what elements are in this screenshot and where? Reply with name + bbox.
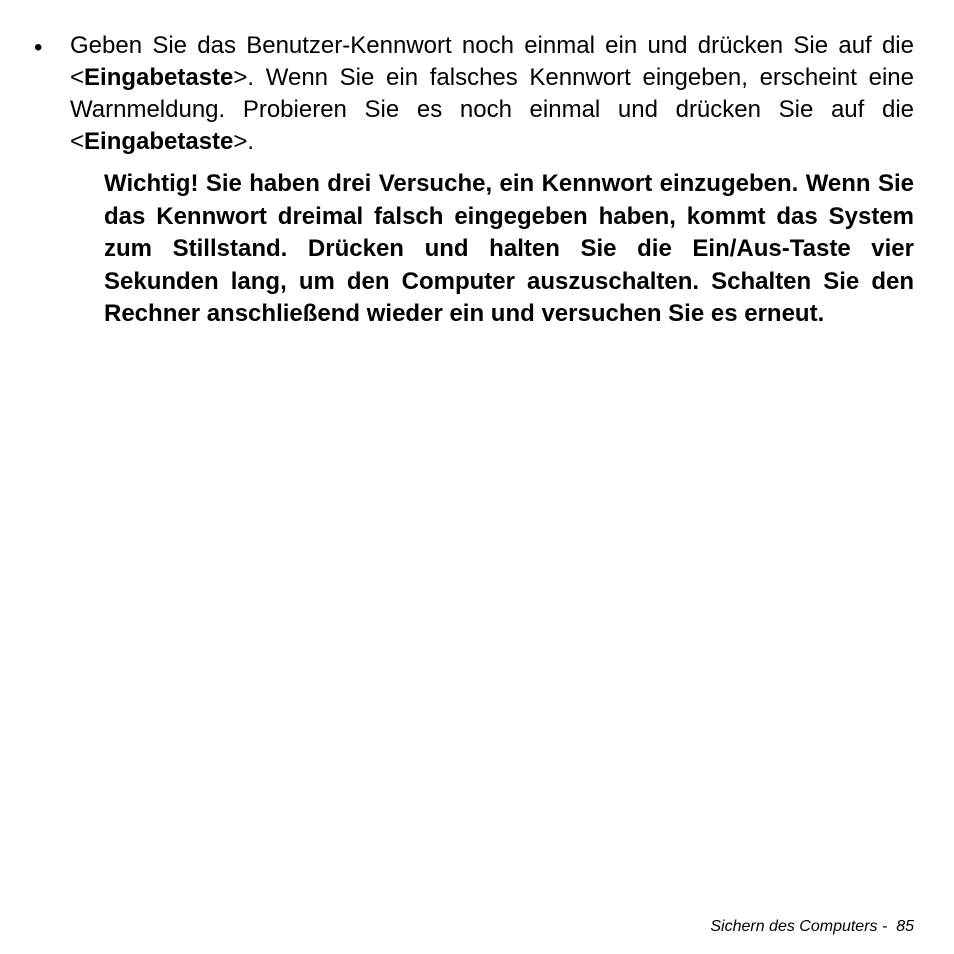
- key-name-enter-1: Eingabetaste: [84, 64, 234, 91]
- important-note: Wichtig! Sie haben drei Versuche, ein Kennwort einzugeben. Wenn Sie das Kennwort dreimal falsch eingegeben haben, kommt das System zum Stillstand. Drücken und halten Sie die Ein/Aus-Taste vier Sekunden lang, um den Computer auszuschalten. Schalten Sie den Rechner anschließend wieder ein und versuchen Sie es erneut.: [104, 170, 914, 327]
- bullet-list-item: [34, 30, 914, 158]
- bullet-text-part-1: Geben Sie das Benutzer-Kennwort noch einmal ein und drücken Sie auf die <: [70, 32, 914, 91]
- bullet-text-part-2: >. Wenn Sie ein falsches Kennwort eingeben, erscheint eine Warnmeldung. Probieren Sie es noch einmal und drücken Sie auf die <: [70, 64, 914, 155]
- bullet-marker: •: [34, 34, 43, 61]
- bullet-paragraph: [70, 30, 914, 158]
- key-name-enter-2: Eingabetaste: [84, 128, 234, 155]
- page-number: 85: [896, 918, 914, 935]
- page-footer: [710, 917, 914, 937]
- bullet-text-part-3: >.: [233, 128, 255, 155]
- footer-section-title: Sichern des Computers -: [710, 918, 888, 935]
